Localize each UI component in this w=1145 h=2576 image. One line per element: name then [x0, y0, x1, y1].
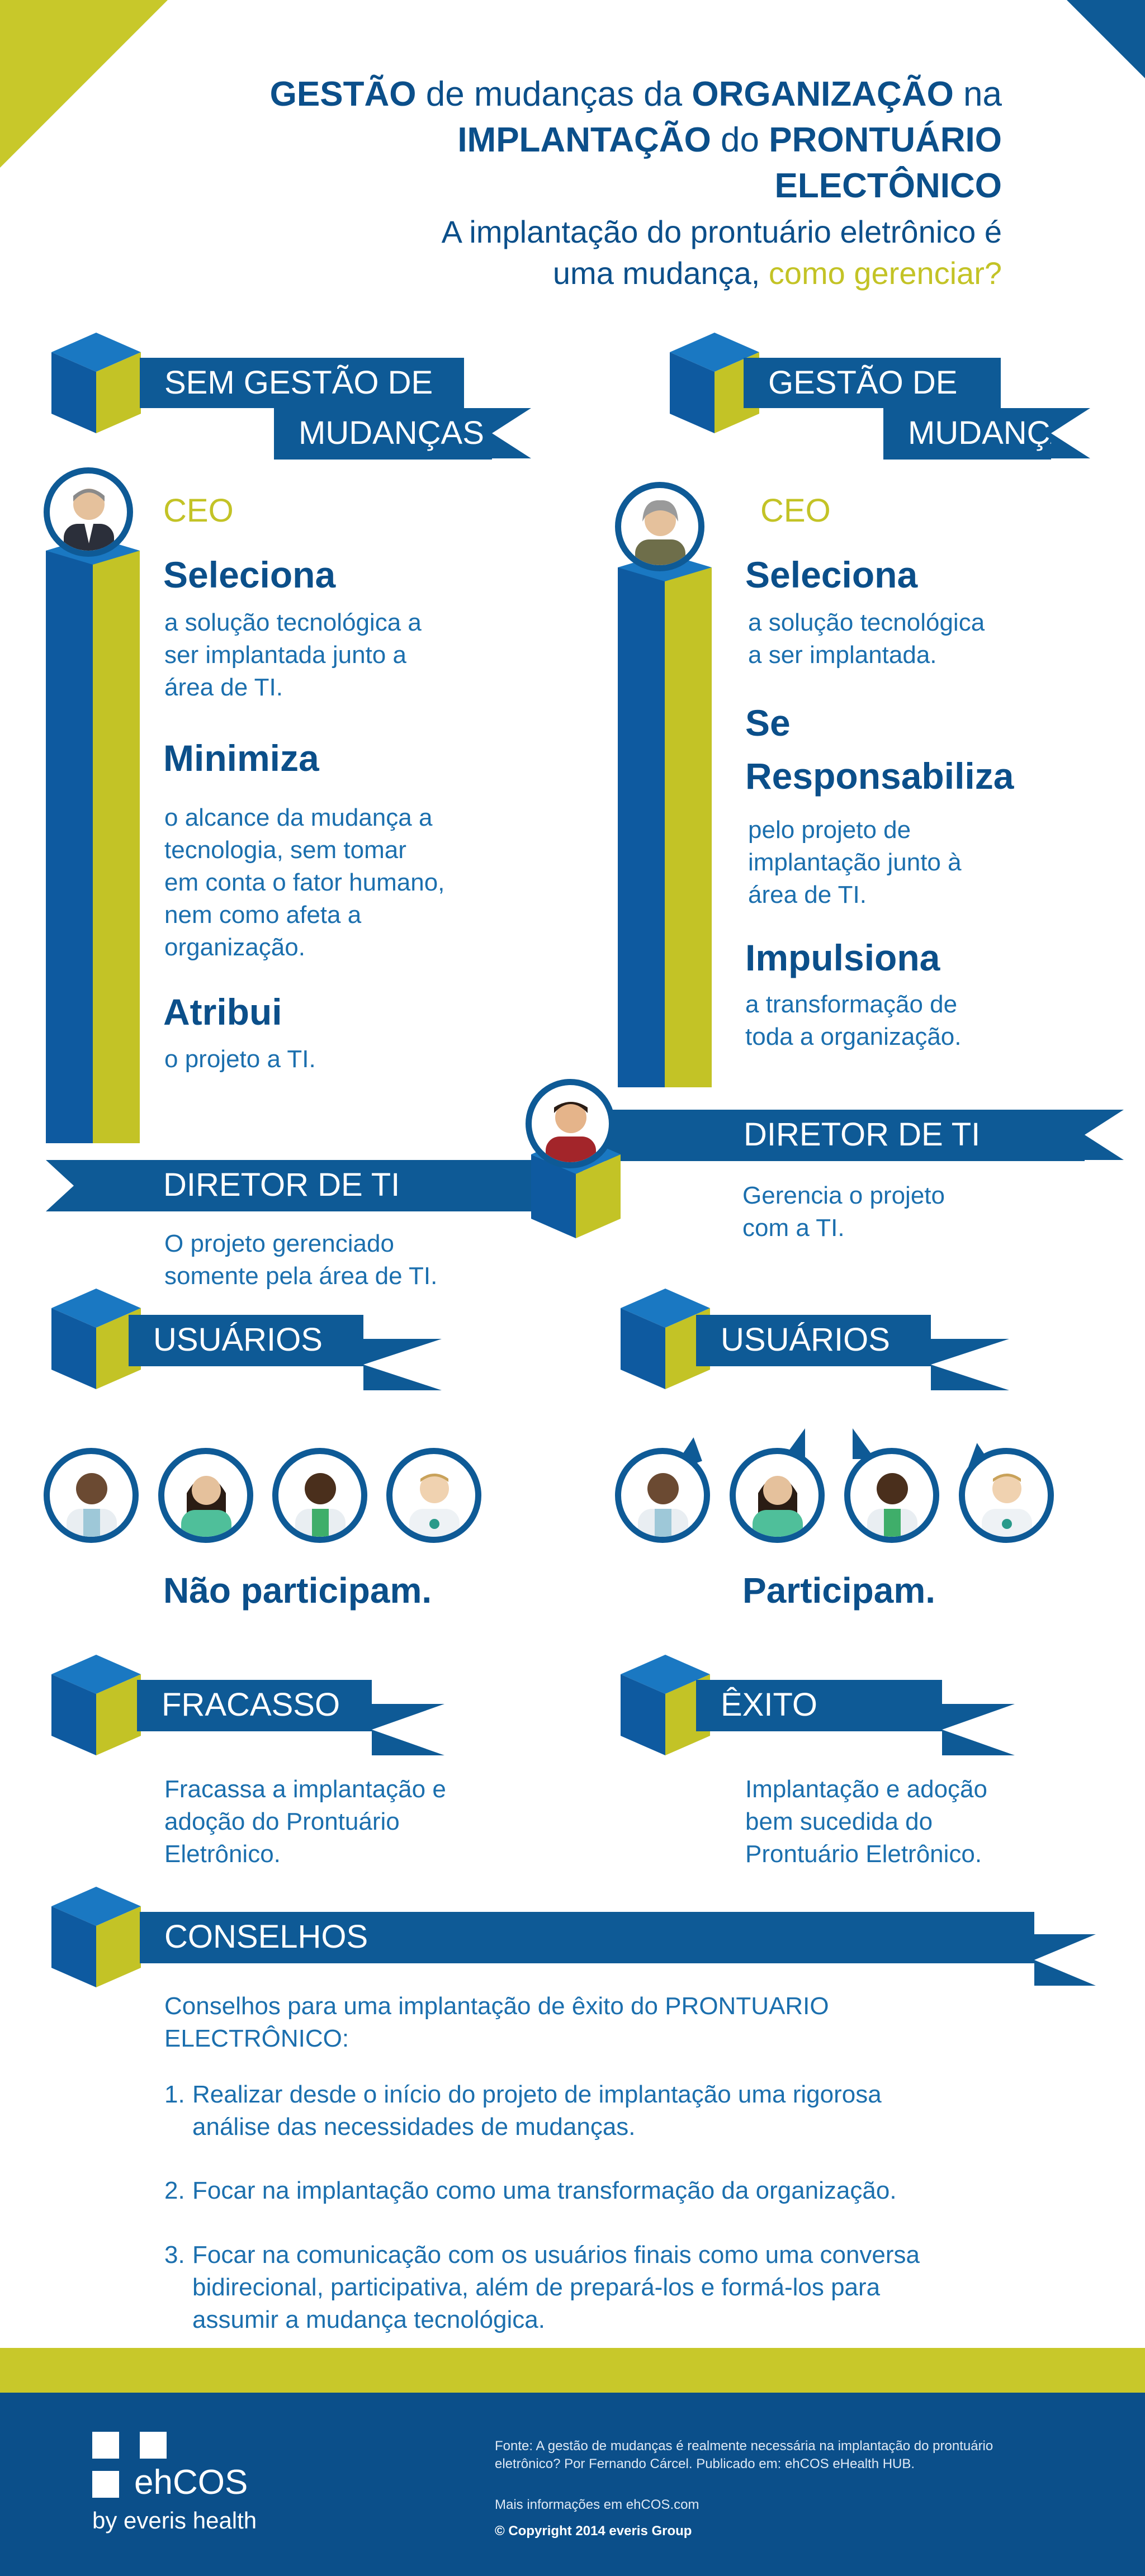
verb-right-2: Se	[745, 702, 791, 744]
desc-right-1: a solução tecnológica a ser implantada.	[748, 609, 985, 669]
ribbon-users-left-tail	[363, 1339, 442, 1390]
desc-left-2: o alcance da mudança a tecnologia, sem tomar em conta o fator humano, nem como afeta a organização.	[164, 804, 445, 961]
logo-square-icon	[92, 2471, 119, 2498]
ribbon-users-right-tail	[931, 1339, 1009, 1390]
page-title: GESTÃO de mudanças da ORGANIZAÇÃO na IMPLANTAÇÃO do PRONTUÁRIO ELECTÔNICO	[269, 75, 1002, 205]
avatar-user	[730, 1448, 825, 1543]
role-ceo-right: CEO	[760, 493, 831, 529]
verb-left-3: Atribui	[163, 991, 282, 1033]
section-ribbon-management-2: MUDANÇAS	[883, 408, 1051, 460]
avatar-user	[44, 1448, 139, 1543]
pillar-left-yellow	[93, 551, 140, 1143]
desc-left-1: a solução tecnológica a ser implantada junto a área de TI.	[164, 609, 422, 701]
users-result-right: Participam.	[742, 1570, 936, 1611]
avatar-user	[158, 1448, 253, 1543]
pillar-right-yellow	[665, 567, 712, 1087]
avatar-user	[844, 1448, 939, 1543]
verb-right-3: Impulsiona	[745, 937, 940, 978]
verb-right-2b: Responsabiliza	[745, 755, 1014, 797]
pillar-right-blue	[618, 567, 665, 1087]
page-subtitle: A implantação do prontuário eletrônico é uma mudança, como gerenciar?	[441, 214, 1002, 291]
footer-source: Fonte: A gestão de mudanças é realmente necessária na implantação do prontuário eletrônico? Por Fernando Cárcel. Publicado em: ehCOS eHealth HUB.	[495, 2438, 993, 2471]
avatar-ceo-left	[44, 467, 133, 557]
section-ribbon-management: GESTÃO DE	[744, 358, 1001, 408]
ribbon-success: ÊXITO	[696, 1680, 942, 1731]
corner-triangle-right	[1067, 0, 1145, 78]
corner-triangle-left	[0, 0, 168, 168]
ribbon-director-left: DIRETOR DE TI	[46, 1160, 583, 1211]
advice-item-2: 2. Focar na implantação como uma transformação da organização.	[164, 2177, 897, 2204]
section-ribbon-no-management-2: MUDANÇAS	[274, 408, 492, 460]
ribbon-users-right: USUÁRIOS	[696, 1315, 931, 1366]
advice-item-1: 1. Realizar desde o início do projeto de implantação uma rigorosa análise das necessidades de mudanças.	[164, 2081, 882, 2141]
ribbon-success-tail	[942, 1704, 1015, 1755]
avatar-user	[615, 1448, 710, 1543]
verb-left-2: Minimiza	[163, 737, 319, 779]
pillar-left-blue	[46, 551, 93, 1143]
users-result-left: Não participam.	[163, 1570, 432, 1611]
desc-director-left: O projeto gerenciado somente pela área de TI.	[164, 1230, 438, 1290]
desc-right-2: pelo projeto de implantação junto à área de TI.	[748, 816, 962, 908]
role-ceo-left: CEO	[163, 493, 234, 529]
footer-band	[0, 2348, 1145, 2393]
desc-right-3: a transformação de toda a organização.	[745, 991, 962, 1050]
cube-icon	[46, 1884, 146, 1990]
ribbon-failure-tail	[372, 1704, 444, 1755]
ribbon-users-left: USUÁRIOS	[129, 1315, 363, 1366]
avatar-director	[526, 1079, 615, 1168]
ribbon-advice-tail	[1034, 1934, 1096, 1986]
avatar-ceo-right	[615, 482, 704, 571]
advice-item-3: 3. Focar na comunicação com os usuários finais como uma conversa bidirecional, participativa, além de prepará-los e formá-los para assumir a mudança tecnológica.	[164, 2241, 920, 2333]
ribbon-failure: FRACASSO	[137, 1680, 372, 1731]
avatar-user	[272, 1448, 367, 1543]
verb-right-1: Seleciona	[745, 554, 918, 595]
cube-icon	[46, 330, 146, 436]
advice-intro: Conselhos para uma implantação de êxito do PRONTUARIO ELECTRÔNICO:	[164, 1992, 829, 2052]
avatar-user	[386, 1448, 481, 1543]
logo-square-icon	[92, 2432, 119, 2459]
ribbon-director-right: DIRETOR DE TI	[604, 1110, 1085, 1161]
ribbon-notch	[46, 1160, 74, 1211]
section-ribbon-no-management: SEM GESTÃO DE	[140, 358, 464, 408]
footer	[0, 2393, 1145, 2576]
logo-square-icon	[140, 2432, 167, 2459]
verb-left-1: Seleciona	[163, 554, 336, 595]
footer-more-info[interactable]: Mais informações em ehCOS.com	[495, 2497, 699, 2512]
avatar-user	[959, 1448, 1054, 1543]
desc-failure: Fracassa a implantação e adoção do Prontuário Eletrônico.	[164, 1775, 446, 1868]
brand-subtitle: by everis health	[92, 2507, 257, 2534]
cube-icon	[46, 1652, 146, 1758]
desc-left-3: o projeto a TI.	[164, 1045, 316, 1073]
desc-success: Implantação e adoção bem sucedida do Prontuário Eletrônico.	[745, 1775, 987, 1868]
desc-director-right: Gerencia o projeto com a TI.	[742, 1182, 945, 1242]
brand-name: ehCOS	[134, 2463, 248, 2502]
footer-copyright: © Copyright 2014 everis Group	[495, 2523, 692, 2539]
ribbon-advice: CONSELHOS	[140, 1912, 1034, 1963]
